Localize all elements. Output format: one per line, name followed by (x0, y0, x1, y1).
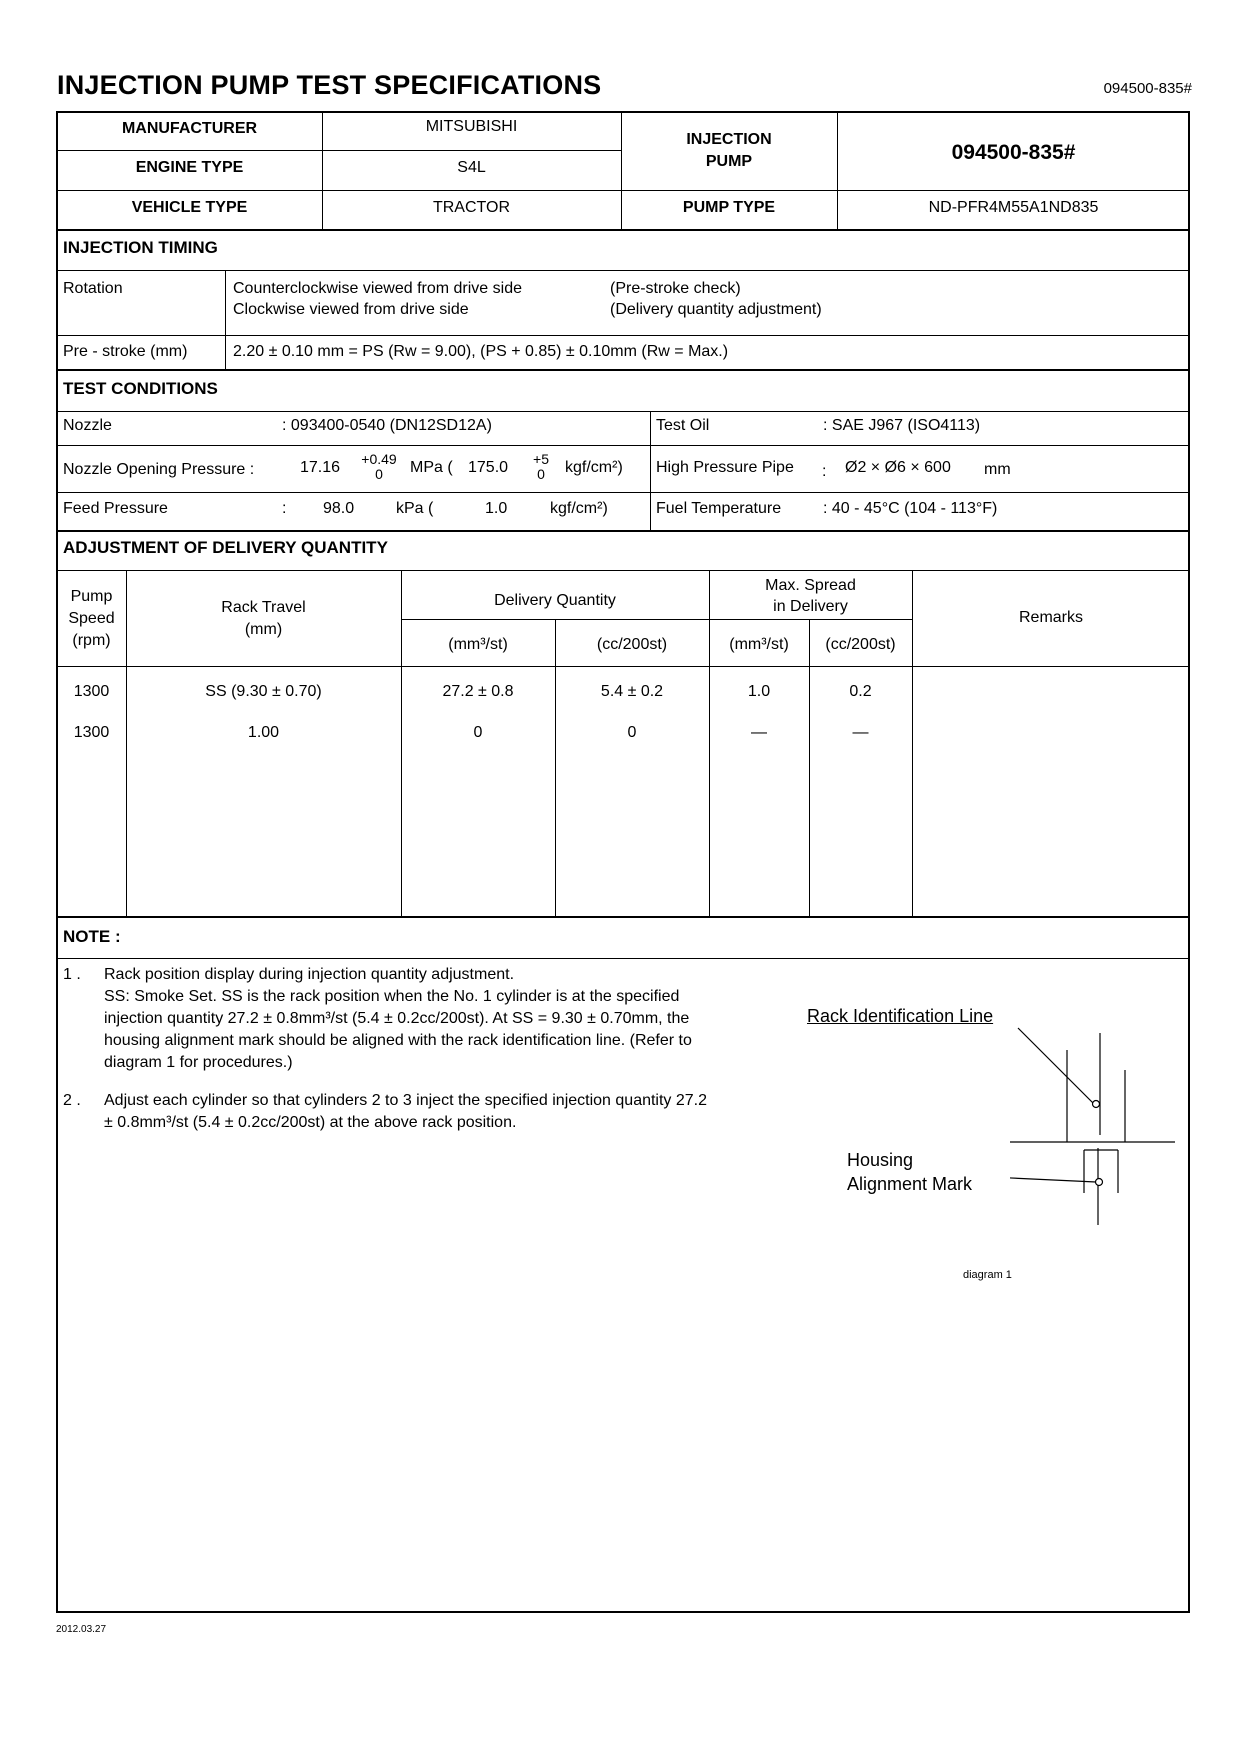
divider (57, 190, 1190, 191)
mpa-tolerance-lower: 0 (375, 466, 383, 482)
divider (57, 958, 1190, 959)
engine-type-label: ENGINE TYPE (135, 159, 244, 176)
page-title: INJECTION PUMP TEST SPECIFICATIONS (57, 70, 602, 100)
feed-pressure-kpa: 98.0 (323, 500, 355, 517)
spec-frame (56, 111, 1190, 1613)
manufacturer-value: MITSUBISHI (425, 118, 518, 135)
unit-spread-cc: (cc/200st) (825, 636, 896, 653)
nozzle-opening-pressure-kgf: 175.0 (468, 459, 509, 476)
housing-alignment-label: Alignment Mark (847, 1174, 973, 1194)
vehicle-type-label: VEHICLE TYPE (131, 199, 248, 216)
prestroke-label: Pre - stroke (mm) (63, 343, 188, 360)
note-1-line: SS: Smoke Set. SS is the rack position when the No. 1 cylinder is at the specified (104, 988, 680, 1005)
rotation-note-1: (Pre-stroke check) (610, 280, 741, 297)
injection-timing-heading: INJECTION TIMING (63, 238, 218, 257)
divider (57, 411, 1190, 412)
high-pressure-pipe-colon: : (822, 463, 827, 480)
kgf-unit: kgf/cm²) (565, 459, 623, 476)
feed-pressure-kgf: 1.0 (485, 500, 508, 517)
test-conditions-heading: TEST CONDITIONS (63, 379, 218, 398)
col-rack-travel: (mm) (244, 621, 283, 638)
note-1-number: 1 . (63, 966, 81, 983)
test-oil-value: : SAE J967 (ISO4113) (823, 417, 981, 434)
note-1-line: Rack position display during injection quantity adjustment. (104, 966, 515, 983)
document-id: 094500-835# (1103, 80, 1192, 97)
table-cell: 0.2 (849, 683, 872, 700)
rotation-note-2: (Delivery quantity adjustment) (610, 301, 822, 318)
kgf-tolerance (526, 452, 556, 482)
fuel-temperature-value: : 40 - 45°C (104 - 113°F) (823, 500, 998, 517)
unit-delivery-cc: (cc/200st) (596, 636, 668, 653)
nozzle-opening-pressure-mpa: 17.16 (300, 459, 341, 476)
divider (57, 445, 1190, 446)
kgf-tolerance-lower: 0 (537, 466, 545, 482)
divider (401, 619, 912, 620)
table-cell: — (852, 724, 869, 741)
col-pump-speed: Pump (70, 588, 113, 605)
nozzle-opening-pressure-label: Nozzle Opening Pressure : (63, 461, 255, 478)
note-heading: NOTE : (63, 927, 121, 946)
mpa-unit: MPa ( (410, 459, 453, 476)
table-cell: 0 (627, 724, 637, 741)
feed-pressure-label: Feed Pressure (63, 500, 168, 517)
divider (57, 229, 1190, 231)
note-2-line: Adjust each cylinder so that cylinders 2 to 3 inject the specified injection quantity 27.2 (104, 1092, 708, 1109)
divider (57, 916, 1190, 918)
table-cell: 1300 (73, 683, 110, 700)
col-pump-speed: (rpm) (72, 632, 111, 649)
col-rack-travel: Rack Travel (221, 599, 306, 616)
fuel-temperature-label: Fuel Temperature (656, 500, 782, 517)
rotation-line-1: Counterclockwise viewed from drive side (233, 280, 522, 297)
table-cell: 5.4 ± 0.2 (600, 683, 664, 700)
manufacturer-label: MANUFACTURER (121, 120, 258, 137)
injection-pump-number: 094500-835# (951, 141, 1076, 164)
divider (650, 411, 651, 530)
footer-date: 2012.03.27 (56, 1624, 107, 1635)
note-1-line: housing alignment mark should be aligned with the rack identification line. (Refer to (104, 1032, 692, 1049)
high-pressure-pipe-value: Ø2 × Ø6 × 600 (845, 459, 951, 476)
divider (57, 492, 1190, 493)
divider (709, 570, 710, 916)
table-cell: — (751, 724, 767, 741)
delivery-heading: ADJUSTMENT OF DELIVERY QUANTITY (63, 538, 388, 557)
divider (401, 570, 402, 916)
rotation-label: Rotation (63, 280, 123, 297)
divider (57, 270, 1190, 271)
col-max-spread: Max. Spread (765, 577, 856, 594)
nozzle-label: Nozzle (63, 417, 112, 434)
rack-identification-line-label: Rack Identification Line (807, 1006, 994, 1026)
divider (809, 619, 810, 916)
unit-spread-mm3: (mm³/st) (729, 636, 789, 653)
table-cell: 1300 (73, 724, 110, 741)
table-cell: 0 (473, 724, 483, 741)
high-pressure-pipe-unit: mm (984, 461, 1011, 478)
prestroke-value: 2.20 ± 0.10 mm = PS (Rw = 9.00), (PS + 0.85) ± 0.10mm (Rw = Max.) (233, 343, 729, 360)
divider (225, 270, 226, 370)
table-cell: 27.2 ± 0.8 (442, 683, 514, 700)
unit-delivery-mm3: (mm³/st) (448, 636, 508, 653)
vehicle-type-value: TRACTOR (432, 199, 511, 216)
test-oil-label: Test Oil (656, 417, 710, 434)
divider (57, 335, 1190, 336)
divider (57, 369, 1190, 371)
divider (57, 570, 1190, 571)
note-2 (104, 1090, 824, 1134)
kgf-tolerance-upper: +5 (533, 451, 549, 467)
rotation-line-2: Clockwise viewed from drive side (233, 301, 469, 318)
pump-type-label: PUMP TYPE (682, 199, 776, 216)
high-pressure-pipe-label: High Pressure Pipe (656, 459, 794, 476)
table-cell: 1.00 (247, 724, 280, 741)
note-2-number: 2 . (63, 1092, 81, 1109)
feed-pressure-colon: : (282, 500, 287, 517)
divider (57, 530, 1190, 532)
divider (57, 150, 621, 151)
pump-type-value: ND-PFR4M55A1ND835 (928, 199, 1099, 216)
feed-pressure-kgf-unit: kgf/cm²) (550, 500, 608, 517)
col-max-spread: in Delivery (773, 598, 848, 615)
rack-diagram (1010, 1010, 1185, 1225)
note-1-line: diagram 1 for procedures.) (104, 1054, 293, 1071)
feed-pressure-kpa-unit: kPa ( (396, 500, 434, 517)
table-cell: 1.0 (747, 683, 771, 700)
note-2-line: ± 0.8mm³/st (5.4 ± 0.2cc/200st) at the above rack position. (104, 1114, 517, 1131)
note-1-line: injection quantity 27.2 ± 0.8mm³/st (5.4 ± 0.2cc/200st). At SS = 9.30 ± 0.70mm, the (104, 1010, 690, 1027)
diagram-caption: diagram 1 (963, 1269, 1012, 1281)
mpa-tolerance (356, 452, 402, 482)
nozzle-value: : 093400-0540 (DN12SD12A) (282, 417, 492, 434)
note-1 (104, 964, 804, 1074)
col-pump-speed: Speed (68, 610, 115, 627)
injection-pump-label: INJECTION (686, 131, 772, 148)
col-delivery-quantity: Delivery Quantity (494, 592, 616, 609)
table-cell: SS (9.30 ± 0.70) (205, 683, 322, 700)
divider (555, 619, 556, 916)
housing-alignment-label: Housing (847, 1150, 914, 1170)
divider (57, 666, 1190, 667)
engine-type-value: S4L (457, 159, 486, 176)
injection-pump-label: PUMP (705, 153, 753, 170)
col-remarks: Remarks (1018, 609, 1083, 626)
mpa-tolerance-upper: +0.49 (361, 451, 397, 467)
